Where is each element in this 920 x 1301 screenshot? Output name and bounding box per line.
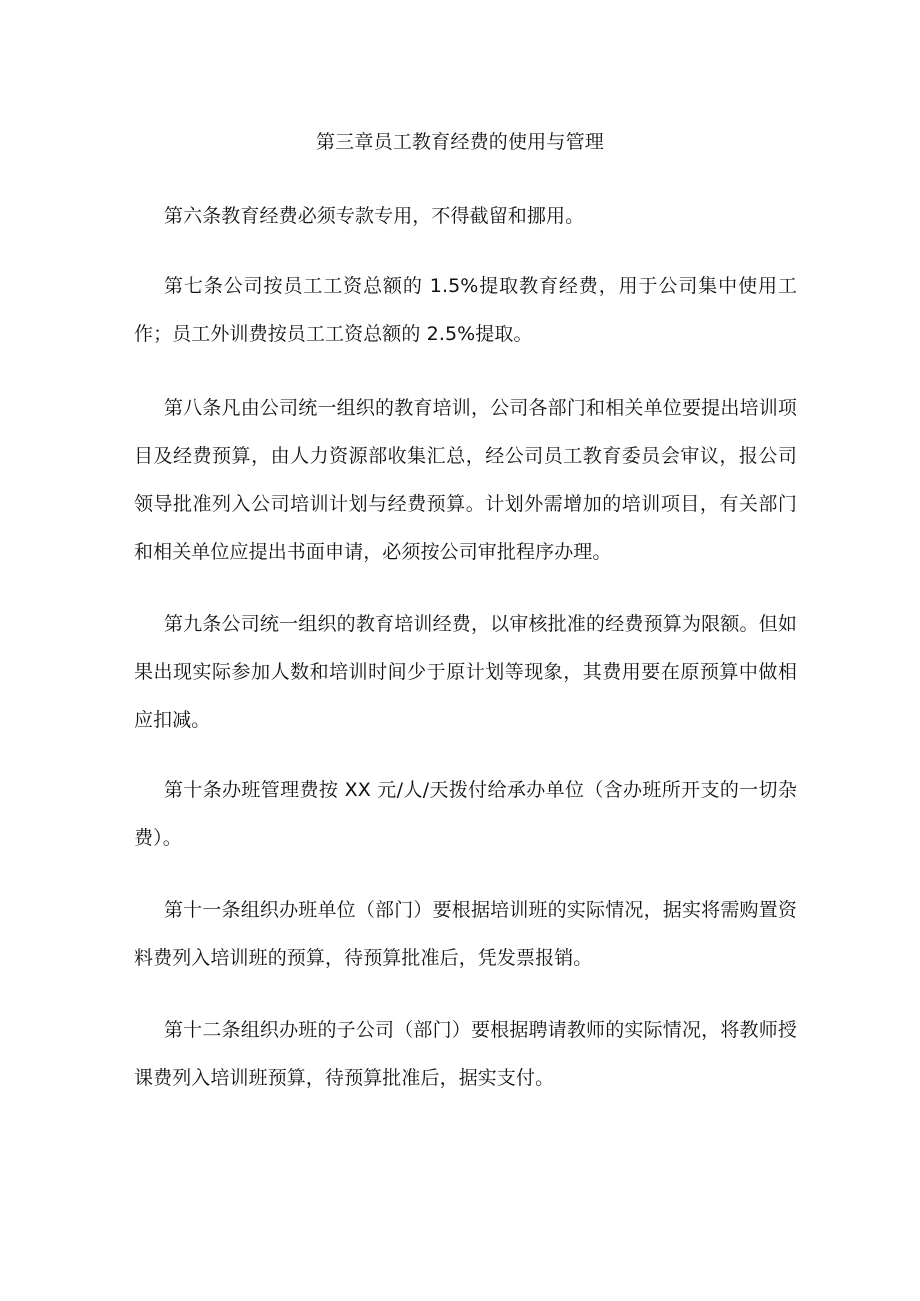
article-12: 第十二条组织办班的子公司（部门）要根据聘请教师的实际情况，将教师授课费列入培训班预算，待预算批准后，据实支付。 (134, 1019, 797, 1089)
article-9: 第九条公司统一组织的教育培训经费，以审核批准的经费预算为限额。但如果出现实际参加人数和培训时间少于原计划等现象，其费用要在原预算中做相应扣减。 (134, 613, 797, 731)
article-6: 第六条教育经费必须专款专用，不得截留和挪用。 (164, 205, 585, 227)
article-7: 第七条公司按员工工资总额的 1.5%提取教育经费，用于公司集中使用工作；员工外训费按员工工资总额的 2.5%提取。 (134, 275, 797, 345)
article-10: 第十条办班管理费按 XX 元/人/天拨付给承办单位（含办班所开支的一切杂费）。 (134, 779, 797, 849)
chapter-title: 第三章员工教育经费的使用与管理 (315, 131, 604, 153)
article-11: 第十一条组织办班单位（部门）要根据培训班的实际情况，据实将需购置资料费列入培训班的预算，待预算批准后，凭发票报销。 (134, 899, 797, 969)
article-8: 第八条凡由公司统一组织的教育培训，公司各部门和相关单位要提出培训项目及经费预算，由人力资源部收集汇总，经公司员工教育委员会审议，报公司领导批准列入公司培训计划与经费预算。计划外需增加的培训项目，有关部门和相关单位应提出书面申请，必须按公司审批程序办理。 (134, 397, 797, 563)
